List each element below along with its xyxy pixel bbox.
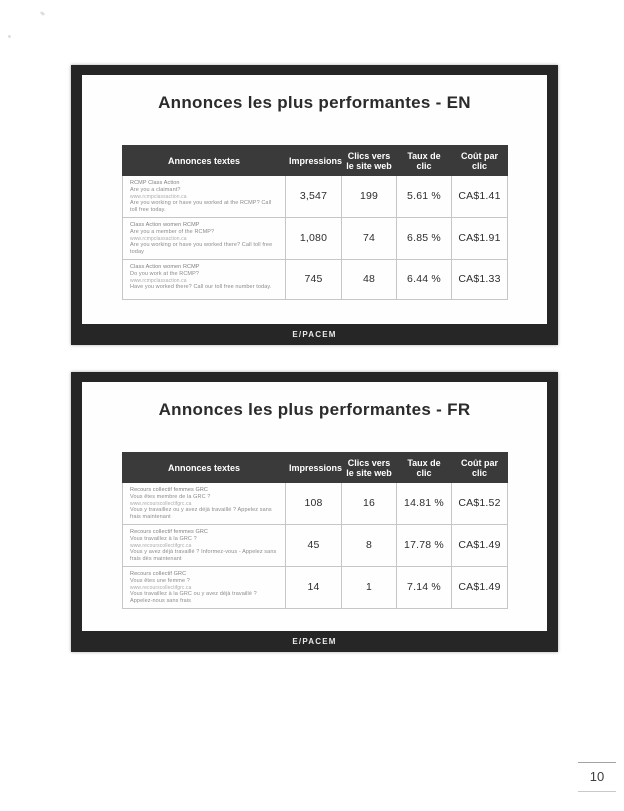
- clicks-cell: 16: [342, 483, 397, 525]
- page-number-rule-bottom: [578, 791, 616, 792]
- ad-subline: Vous êtes une femme ?: [130, 577, 190, 584]
- performance-table-fr: [122, 452, 508, 609]
- column-header-ads: Annonces textes: [123, 146, 286, 176]
- impressions-cell: 45: [286, 524, 342, 566]
- ad-text-cell: [123, 566, 286, 608]
- column-header-ads: Annonces textes: [123, 453, 286, 483]
- cpc-cell: CA$1.49: [452, 566, 508, 608]
- ad-url: www.recourscollectifgrc.ca: [130, 500, 192, 507]
- slide-fr-canvas: [82, 382, 547, 631]
- column-header-ctr: Taux de clic: [397, 453, 452, 483]
- table-row: [123, 259, 508, 299]
- ad-headline: Recours collectif femmes GRC: [130, 487, 208, 493]
- ctr-cell: 17.78 %: [397, 524, 452, 566]
- ad-description: Vous travaillez à la GRC ou y avez déjà travaillé ? Appelez-nous sans frais: [130, 591, 257, 605]
- table-header-row: [123, 453, 508, 483]
- table-row: [123, 483, 508, 525]
- impressions-cell: 745: [286, 259, 342, 299]
- ad-url: www.recourscollectifgrc.ca: [130, 542, 192, 549]
- ad-description: Vous y travaillez ou y avez déjà travaillé ? Appelez sans frais maintenant: [130, 507, 272, 521]
- ctr-cell: 6.85 %: [397, 217, 452, 259]
- column-header-clicks: Clics vers le site web: [342, 453, 397, 483]
- table-row: [123, 566, 508, 608]
- table-header-row: [123, 146, 508, 176]
- ad-headline: RCMP Class Action: [130, 180, 180, 186]
- table-row: [123, 524, 508, 566]
- slide-en: [71, 65, 558, 345]
- cpc-cell: CA$1.91: [452, 217, 508, 259]
- clicks-cell: 74: [342, 217, 397, 259]
- cpc-cell: CA$1.41: [452, 176, 508, 218]
- ad-description: Have you worked there? Call our toll free number today.: [130, 284, 272, 291]
- slide-en-canvas: [82, 75, 547, 324]
- scan-smudge: [8, 35, 11, 38]
- slide-title-en: Annonces les plus performantes - EN: [158, 93, 471, 112]
- slide-footer-bar: [82, 631, 547, 652]
- slide-footer-bar: [82, 324, 547, 345]
- column-header-ctr: Taux de clic: [397, 146, 452, 176]
- page-number-value: 10: [589, 769, 605, 784]
- ad-url: www.recourscollectifgrc.ca: [130, 584, 192, 591]
- ad-headline: Recours collectif GRC: [130, 570, 187, 577]
- ad-subline: Vous êtes membre de la GRC ?: [130, 493, 211, 500]
- ctr-cell: 7.14 %: [397, 566, 452, 608]
- impressions-cell: 14: [286, 566, 342, 608]
- scan-smudge: [40, 11, 46, 16]
- slide-title-fr: Annonces les plus performantes - FR: [158, 400, 471, 419]
- column-header-clicks: Clics vers le site web: [342, 146, 397, 176]
- ad-url: www.rcmpclassaction.ca: [130, 235, 187, 242]
- impressions-cell: 3,547: [286, 176, 342, 218]
- ad-subline: Do you work at the RCMP?: [130, 270, 200, 277]
- column-header-impressions: Impressions: [286, 453, 342, 483]
- ad-text-cell: [123, 524, 286, 566]
- clicks-cell: 199: [342, 176, 397, 218]
- ctr-cell: 5.61 %: [397, 176, 452, 218]
- table-row: [123, 176, 508, 218]
- impressions-cell: 108: [286, 483, 342, 525]
- ad-text-cell: [123, 176, 286, 218]
- clicks-cell: 48: [342, 259, 397, 299]
- ad-text-cell: [123, 259, 286, 299]
- ad-headline: Class Action women RCMP: [130, 221, 200, 228]
- impressions-cell: 1,080: [286, 217, 342, 259]
- ctr-cell: 14.81 %: [397, 483, 452, 525]
- ad-subline: Vous travaillez à la GRC ?: [130, 535, 197, 542]
- ad-url: www.rcmpclassaction.ca: [130, 277, 187, 284]
- ad-subline: Are you a claimant?: [130, 186, 181, 193]
- column-header-cpc: Coût par clic: [452, 146, 508, 176]
- slide-fr: [71, 372, 558, 652]
- espacem-logo: E/PACEM: [292, 330, 337, 339]
- column-header-cpc: Coût par clic: [452, 453, 508, 483]
- ctr-cell: 6.44 %: [397, 259, 452, 299]
- column-header-impressions: Impressions: [286, 146, 342, 176]
- ad-description: Vous y avez déjà travaillé ? Informez-vous - Appelez sans frais dès maintenant: [130, 549, 277, 563]
- clicks-cell: 1: [342, 566, 397, 608]
- ad-subline: Are you a member of the RCMP?: [130, 228, 215, 235]
- ad-text-cell: [123, 217, 286, 259]
- cpc-cell: CA$1.49: [452, 524, 508, 566]
- ad-headline: Class Action women RCMP: [130, 263, 200, 270]
- cpc-cell: CA$1.33: [452, 259, 508, 299]
- page-number: [578, 762, 616, 792]
- ad-headline: Recours collectif femmes GRC: [130, 528, 208, 535]
- table-row: [123, 217, 508, 259]
- ad-description: Are you working or have you worked there? Call toll free today: [130, 242, 273, 256]
- performance-table-en: [122, 145, 508, 300]
- ad-url: www.rcmpclassaction.ca: [130, 193, 187, 200]
- clicks-cell: 8: [342, 524, 397, 566]
- cpc-cell: CA$1.52: [452, 483, 508, 525]
- ad-description: Are you working or have you worked at the RCMP? Call toll free today.: [130, 200, 272, 214]
- ad-text-cell: [123, 483, 286, 525]
- espacem-logo: E/PACEM: [292, 637, 337, 646]
